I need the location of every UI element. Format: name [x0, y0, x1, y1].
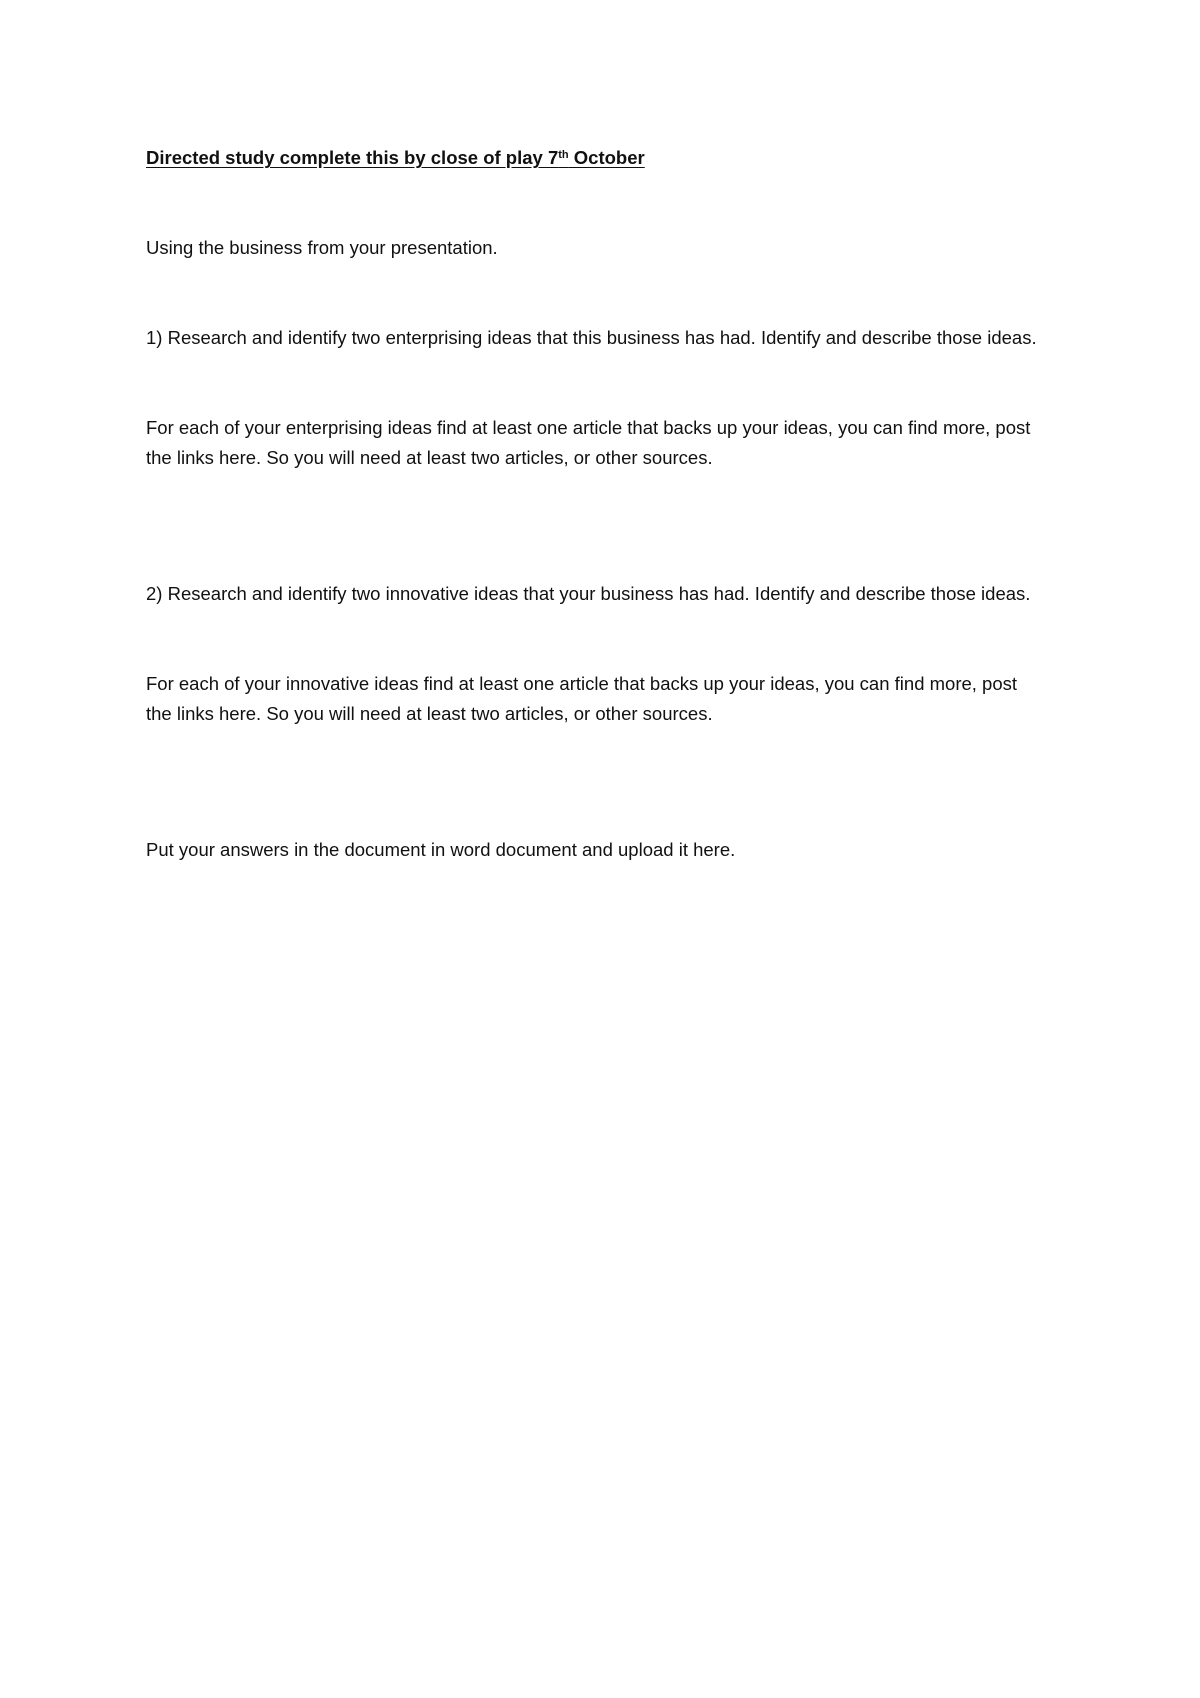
document-body — [146, 143, 1046, 865]
question-2-note: For each of your innovative ideas find at least one article that backs up your ideas, you can find more, post the links here. So you will need at least two articles, or other sources. — [146, 673, 1018, 724]
question-2: 2) Research and identify two innovative ideas that your business has had. Identify and describe those ideas. — [146, 583, 1031, 604]
page-title — [146, 143, 1046, 173]
question-1: 1) Research and identify two enterprising ideas that this business has had. Identify and describe those ideas. — [146, 327, 1037, 348]
closing-instruction: Put your answers in the document in word document and upload it here. — [146, 839, 736, 860]
question-1-note: For each of your enterprising ideas find at least one article that backs up your ideas, you can find more, post the links here. So you will need at least two articles, or other sources. — [146, 417, 1031, 468]
intro-paragraph: Using the business from your presentation. — [146, 237, 498, 258]
title-text-end: October — [568, 147, 645, 168]
title-superscript: th — [558, 149, 569, 161]
title-text: Directed study complete this by close of play 7 — [146, 147, 559, 168]
